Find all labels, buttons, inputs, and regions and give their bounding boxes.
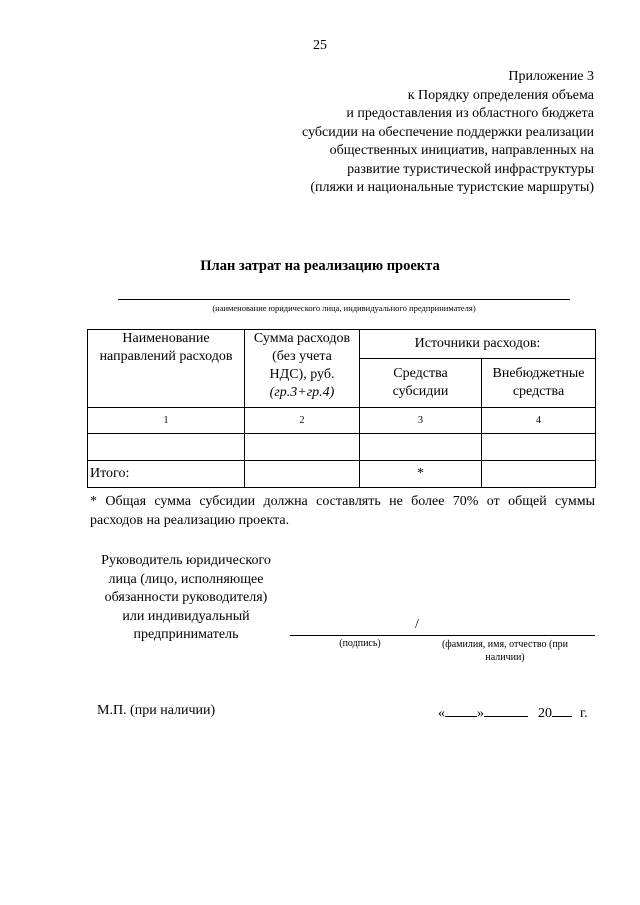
manager-line: предприниматель: [133, 627, 239, 642]
appendix-line: (пляжи и национальные туристские маршруты): [310, 180, 594, 195]
cost-plan-table: [87, 329, 596, 488]
table-cell: [360, 434, 482, 461]
header-line: средства: [512, 384, 565, 399]
appendix-line: общественных инициатив, направленных на: [329, 143, 594, 158]
document-title: План затрат на реализацию проекта: [200, 258, 440, 274]
table-cell: [482, 434, 596, 461]
date-field: [438, 703, 588, 722]
signature-separator: /: [415, 617, 419, 632]
total-subsidy-mark: *: [360, 461, 482, 488]
appendix-line: и предоставления из областного бюджета: [346, 106, 594, 121]
column-number: 1: [88, 408, 245, 434]
stamp-place-label: М.П. (при наличии): [97, 703, 216, 718]
year-blank: [552, 703, 572, 717]
full-name-caption: [425, 638, 585, 664]
header-line: НДС), руб.: [269, 367, 335, 382]
header-line: направлений расходов: [99, 349, 233, 364]
total-label: Итого:: [88, 461, 245, 488]
appendix-line: субсидии на обеспечение поддержки реализации: [302, 124, 594, 140]
header-line: Наименование: [122, 331, 210, 346]
manager-line: или индивидуальный: [122, 608, 250, 624]
footnote: * Общая сумма субсидии должна составлять не более 70% от общей суммы расходов на реализацию проекта.: [90, 494, 595, 528]
col-subsidy-header: [360, 359, 482, 408]
table-row: [88, 434, 596, 461]
year-suffix: г.: [580, 706, 588, 721]
col-directions-header: [88, 330, 245, 408]
organization-name-caption: (наименование юридического лица, индивидуального предпринимателя): [212, 303, 476, 313]
appendix-line: Приложение 3: [508, 69, 594, 84]
col-extrabudget-header: [482, 359, 596, 408]
header-line: Внебюджетные: [492, 366, 585, 381]
appendix-line: развитие туристической инфраструктуры: [347, 161, 594, 177]
organization-name-line: [118, 299, 570, 300]
table-cell: [245, 461, 360, 488]
date-open-quote: «: [438, 706, 445, 721]
total-row: [88, 461, 596, 488]
header-line: Средства: [393, 366, 448, 381]
signature-line: [290, 635, 595, 636]
manager-line: Руководитель юридического: [101, 553, 271, 568]
header-formula: (гр.3+гр.4): [269, 385, 335, 400]
column-number: 4: [482, 408, 596, 434]
header-line: (без учета: [272, 349, 332, 364]
day-blank: [445, 703, 477, 717]
manager-label: [86, 552, 286, 645]
col-sources-header: Источники расходов:: [360, 330, 596, 359]
date-close-quote: »: [477, 706, 484, 721]
header-line: субсидии: [392, 384, 449, 399]
caption-line: наличии): [485, 652, 525, 663]
manager-line: лица (лицо, исполняющее: [108, 571, 264, 587]
year-prefix: 20: [538, 706, 552, 721]
appendix-header: [302, 68, 594, 198]
manager-line: обязанности руководителя): [104, 590, 268, 605]
table-cell: [482, 461, 596, 488]
column-number: 2: [245, 408, 360, 434]
column-number: 3: [360, 408, 482, 434]
month-blank: [484, 703, 528, 717]
table-cell: [88, 434, 245, 461]
appendix-line: к Порядку определения объема: [407, 87, 594, 103]
page-number: 25: [313, 38, 327, 53]
column-number-row: [88, 408, 596, 434]
col-total-header: [245, 330, 360, 408]
signature-caption: (подпись): [339, 638, 381, 649]
table-cell: [245, 434, 360, 461]
caption-line: (фамилия, имя, отчество (при: [441, 639, 569, 650]
header-line: Сумма расходов: [253, 331, 351, 346]
